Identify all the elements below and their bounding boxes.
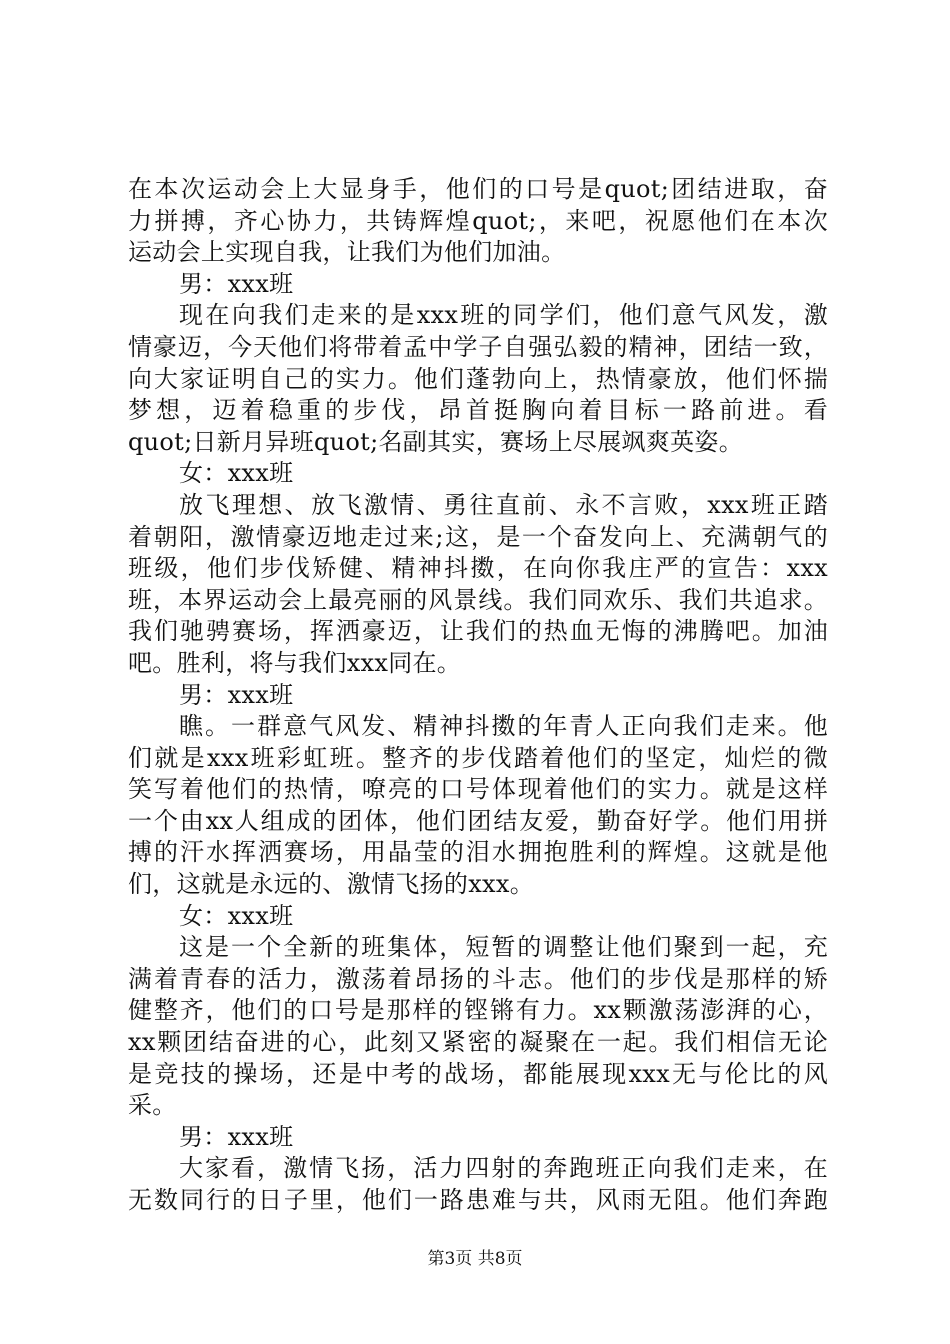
paragraph-line: 们就是xxx班彩虹班。整齐的步伐踏着他们的坚定，灿烂的微 xyxy=(128,743,828,772)
paragraph-line: xx颗团结奋进的心，此刻又紧密的凝聚在一起。我们相信无论 xyxy=(128,1028,828,1057)
paragraph-line: 是竞技的操场，还是中考的战场，都能展现xxx无与伦比的风 xyxy=(128,1059,828,1088)
paragraph-line: 班，本界运动会上最亮丽的风景线。我们同欢乐、我们共追求。 xyxy=(128,585,828,614)
paragraph-first-line: 现在向我们走来的是xxx班的同学们，他们意气风发，激 xyxy=(179,301,828,330)
paragraph-line: 搏的汗水挥洒赛场，用晶莹的泪水拥抱胜利的辉煌。这就是他 xyxy=(128,838,828,867)
paragraph-last-line: 运动会上实现自我，让我们为他们加油。 xyxy=(128,238,566,267)
paragraph-line: 一个由xx人组成的团体，他们团结友爱，勤奋好学。他们用拼 xyxy=(128,806,828,835)
speaker-label: 女：xxx班 xyxy=(179,901,294,930)
document-body xyxy=(128,174,828,1217)
paragraph-line: 笑写着他们的热情，嘹亮的口号体现着他们的实力。就是这样 xyxy=(128,775,828,804)
paragraph-first-line: 这是一个全新的班集体，短暂的调整让他们聚到一起，充 xyxy=(179,933,828,962)
speaker-label: 男：xxx班 xyxy=(179,1122,294,1151)
paragraph-line: 在本次运动会上大显身手，他们的口号是quot;团结进取，奋 xyxy=(128,175,828,203)
paragraph-first-line: 放飞理想、放飞激情、勇往直前、永不言败，xxx班正踏 xyxy=(179,490,828,519)
paragraph-last-line: 吧。胜利，将与我们xxx同在。 xyxy=(128,648,462,677)
paragraph-line: 着朝阳，激情豪迈地走过来;这，是一个奋发向上、充满朝气的 xyxy=(128,522,828,551)
paragraph-first-line: 大家看，激情飞扬，活力四射的奔跑班正向我们走来，在 xyxy=(179,1154,828,1183)
paragraph-line: 健整齐，他们的口号是那样的铿锵有力。xx颗激荡澎湃的心， xyxy=(128,996,828,1025)
speaker-label: 男：xxx班 xyxy=(179,680,294,709)
speaker-label: 男：xxx班 xyxy=(179,269,294,298)
paragraph-last-line: 们，这就是永远的、激情飞扬的xxx。 xyxy=(128,870,535,899)
paragraph-line: 我们驰骋赛场，挥洒豪迈，让我们的热血无悔的沸腾吧。加油 xyxy=(128,617,828,646)
paragraph-line: 班级，他们步伐矫健、精神抖擞，在向你我庄严的宣告：xxx xyxy=(128,554,828,583)
paragraph-last-line: 采。 xyxy=(128,1091,177,1120)
speaker-label: 女：xxx班 xyxy=(179,459,294,488)
page-footer: 第3页 共8页 xyxy=(427,1249,523,1269)
paragraph-first-line: 瞧。一群意气风发、精神抖擞的年青人正向我们走来。他 xyxy=(179,712,828,741)
paragraph-line: 情豪迈，今天他们将带着孟中学子自强弘毅的精神，团结一致， xyxy=(128,332,828,361)
paragraph-line: 力拼搏，齐心协力，共铸辉煌quot;，来吧，祝愿他们在本次 xyxy=(128,206,828,235)
paragraph-last-line: quot;日新月异班quot;名副其实，赛场上尽展飒爽英姿。 xyxy=(128,427,743,456)
paragraph-line: 梦想，迈着稳重的步伐，昂首挺胸向着目标一路前进。看 xyxy=(128,396,828,425)
paragraph-line: 无数同行的日子里，他们一路患难与共，风雨无阻。他们奔跑 xyxy=(128,1186,828,1214)
paragraph-line: 满着青春的活力，激荡着昂扬的斗志。他们的步伐是那样的矫 xyxy=(128,964,828,993)
paragraph-line: 向大家证明自己的实力。他们蓬勃向上，热情豪放，他们怀揣 xyxy=(128,364,828,393)
